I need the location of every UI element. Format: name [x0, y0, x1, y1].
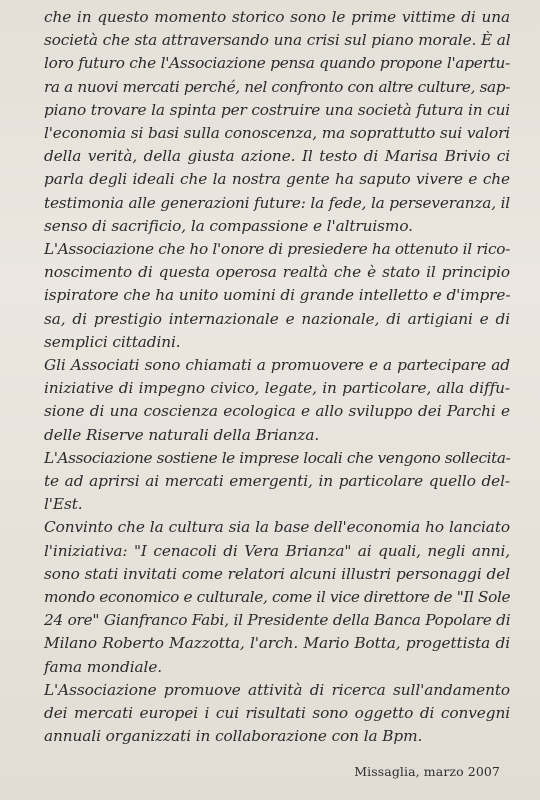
- text-line: delle Riserve naturali della Brianza.: [44, 425, 320, 444]
- text-line: L'Associazione promuove attività di ricerca sull'andamento: [44, 680, 510, 699]
- text-line: noscimento di questa operosa realtà che è stato il principio: [44, 263, 510, 282]
- text-line: sono stati invitati come relatori alcuni illustri personaggi del: [44, 564, 510, 583]
- text-line: mondo economico e culturale, come il vice direttore de "Il Sole: [44, 588, 511, 607]
- place-date-signature: Missaglia, marzo 2007: [354, 764, 500, 779]
- paragraph-4: [44, 447, 510, 517]
- paragraph-5: [44, 516, 510, 678]
- text-line: L'Associazione sostiene le imprese locali che vengono sollecita-: [44, 448, 511, 467]
- text-line: sione di una coscienza ecologica e allo sviluppo dei Parchi e: [44, 402, 510, 421]
- text-line: l'iniziativa: "I cenacoli di Vera Brianza" ai quali, negli anni,: [44, 541, 510, 560]
- text-line: Convinto che la cultura sia la base dell'economia ho lanciato: [44, 518, 510, 537]
- text-line: 24 ore" Gianfranco Fabi, il Presidente della Banca Popolare di: [44, 611, 511, 630]
- text-line: che in questo momento storico sono le prime vittime di una: [44, 8, 510, 26]
- body-text: [44, 6, 510, 749]
- text-line: loro futuro che l'Associazione pensa quando propone l'apertu-: [44, 54, 510, 73]
- text-line: ispiratore che ha unito uomini di grande intelletto e d'impre-: [44, 286, 511, 305]
- text-line: della verità, della giusta azione. Il testo di Marisa Brivio ci: [44, 147, 510, 166]
- text-line: L'Associazione che ho l'onore di presiedere ha ottenuto il rico-: [44, 240, 510, 259]
- text-line: Milano Roberto Mazzotta, l'arch. Mario Botta, progettista di: [44, 634, 510, 653]
- text-line: iniziative di impegno civico, legate, in particolare, alla diffu-: [44, 379, 510, 398]
- text-line: società che sta attraversando una crisi sul piano morale. È al: [44, 31, 511, 50]
- text-line: senso di sacrificio, la compassione e l'altruismo.: [44, 216, 413, 235]
- text-line: te ad aprirsi ai mercati emergenti, in particolare quello del-: [44, 472, 510, 491]
- paragraph-1: [44, 6, 510, 238]
- text-line: l'Est.: [44, 495, 83, 514]
- text-line: semplici cittadini.: [44, 332, 181, 351]
- text-line: piano trovare la spinta per costruire una società futura in cui: [44, 100, 510, 119]
- text-line: sa, di prestigio internazionale e nazionale, di artigiani e di: [44, 309, 510, 328]
- text-line: Gli Associati sono chiamati a promuovere e a partecipare ad: [44, 356, 510, 375]
- text-line: fama mondiale.: [44, 657, 163, 676]
- text-line: parla degli ideali che la nostra gente ha saputo vivere e che: [44, 170, 510, 189]
- text-line: annuali organizzati in collaborazione con la Bpm.: [44, 727, 423, 746]
- text-line: testimonia alle generazioni future: la fede, la perseveranza, il: [44, 193, 510, 212]
- text-line: dei mercati europei i cui risultati sono oggetto di convegni: [44, 704, 510, 723]
- paragraph-6: [44, 679, 510, 749]
- text-line: ra a nuovi mercati perché, nel confronto con altre culture, sap-: [44, 77, 510, 96]
- paragraph-2: [44, 238, 510, 354]
- paragraph-3: [44, 354, 510, 447]
- text-line: l'economia si basi sulla conoscenza, ma soprattutto sui valori: [44, 124, 510, 143]
